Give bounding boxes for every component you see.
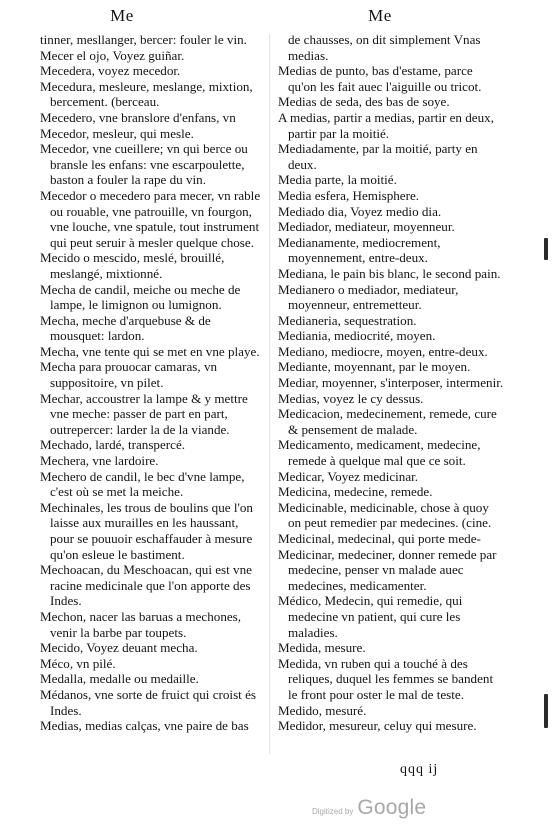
dictionary-entry: Media parte, la moitié. (278, 172, 397, 188)
dictionary-entry: Médanos, vne sorte de fruict qui croist és Indes. (40, 686, 256, 718)
dictionary-entry: Medianero o mediador, mediateur, moyenneur, entremetteur. (278, 281, 459, 313)
dictionary-entry: Mecedero, vne branslore d'enfans, vn (40, 109, 236, 125)
dictionary-entry: Mediano, mediocre, moyen, entre-deux. (278, 343, 488, 359)
dictionary-entry: de chausses, on dit simplement Vnas medias. (288, 32, 481, 63)
dictionary-entry: Mechon, nacer las baruas a mechones, venir la barbe par toupets. (40, 608, 242, 640)
dictionary-entry: tinner, mesllanger, bercer: fouler le vin. (40, 32, 247, 47)
dictionary-entry: Médico, Medecin, qui remedie, qui medecine vn patient, qui cure les maladies. (278, 593, 463, 640)
running-header-right: Me (368, 6, 392, 25)
watermark-prefix: Digitized by (312, 807, 354, 816)
dictionary-entry: Mecedor, mesleur, qui mesle. (40, 125, 194, 141)
dictionary-entry: Mechinales, les trous de boulins que l'on laisse aux murailles en les haussant, pour se pouuoir eschaffauder à mesure qu'on esleue le bastiment. (40, 499, 253, 562)
dictionary-entry: Mechoacan, du Meschoacan, qui est vne racine medicinale que l'on apporte des Indes. (40, 562, 252, 609)
page-edge-mark (544, 694, 548, 728)
dictionary-entry: Mecha para prouocar camaras, vn suppositoire, vn pilet. (40, 359, 218, 391)
dictionary-entry: Medida, mesure. (278, 640, 366, 656)
dictionary-entry: Mediania, mediocrité, moyen. (278, 328, 436, 344)
dictionary-entry: Mechado, lardé, transpercé. (40, 437, 186, 453)
signature-mark: qqq ij (400, 762, 439, 777)
left-column (40, 32, 265, 734)
dictionary-entry: Media esfera, Hemisphere. (278, 187, 420, 203)
dictionary-entry: Medido, mesuré. (278, 702, 367, 718)
dictionary-entry: Mecha de candil, meiche ou meche de lampe, le limignon ou lumignon. (40, 281, 241, 313)
dictionary-entry: Medias de punto, bas d'estame, parce qu'on les fait auec l'aiguille ou tricot. (278, 63, 482, 94)
right-column (278, 32, 504, 734)
dictionary-entry: Mecedor, vne cueillere; vn qui berce ou bransle les enfans: vne escarpoulette, baston a fouler la rape du vin. (40, 141, 248, 188)
dictionary-entry: Mecido o mescido, meslé, brouillé, meslangé, mixtionné. (40, 250, 225, 281)
dictionary-entry: Mecido, Voyez deuant mecha. (40, 640, 198, 656)
dictionary-entry: Medidor, mesureur, celuy qui mesure. (278, 718, 477, 734)
watermark-brand: Google (357, 796, 427, 819)
dictionary-entry: Medicinable, medicinable, chose à quoy on peut remedier par medecines. (cine. (278, 499, 492, 531)
dictionary-entry: Mecedera, voyez mecedor. (40, 63, 181, 79)
dictionary-entry: Medianamente, mediocrement, moyennement, entre-deux. (278, 234, 441, 266)
dictionary-entry: Medicinar, medeciner, donner remede par medecine, penser vn malade auec medecines, medicamenter. (278, 546, 497, 593)
dictionary-entry: Medicinal, medecinal, qui porte mede- (278, 531, 481, 546)
dictionary-entry: Mediar, moyenner, s'interposer, intermenir. (278, 375, 504, 391)
dictionary-entry: Mecedor o mecedero para mecer, vn rable ou rouable, vne patrouille, vn fourgon, vne louche, vne spatule, tout instrument qui peut seruir à mesler quelque chose. (40, 187, 261, 250)
dictionary-entry: Méco, vn pilé. (40, 655, 116, 671)
dictionary-entry: Mediador, mediateur, moyenneur. (278, 219, 455, 235)
dictionary-entry: Mediana, le pain bis blanc, le second pain. (278, 265, 501, 281)
page-edge-mark (544, 238, 548, 260)
dictionary-entry: Medianeria, sequestration. (278, 312, 417, 328)
dictionary-entry: Medida, vn ruben qui a touché à des reliques, duquel les femmes se bandent le front pour oster le mal de teste. (278, 655, 494, 702)
dictionary-entry: Mechar, accoustrer la lampe & y mettre vne meche: passer de part en part, outrepercer: larder la de la viande. (40, 390, 248, 437)
running-header-left: Me (110, 6, 134, 25)
dictionary-entry: Mecha, meche d'arquebuse & de mousquet: lardon. (40, 312, 211, 344)
dictionary-entry: A medias, partir a medias, partir en deux, partir par la moitié. (278, 109, 494, 141)
dictionary-entry: Medias de seda, des bas de soye. (278, 94, 450, 110)
dictionary-entry: Mecer el ojo, Voyez guiñar. (40, 47, 185, 63)
dictionary-entry: Medalla, medalle ou medaille. (40, 671, 199, 687)
dictionary-entry: Mediadamente, par la moitié, party en deux. (278, 141, 478, 172)
column-divider (269, 34, 270, 754)
dictionary-entry: Medicar, Voyez medicinar. (278, 468, 419, 484)
dictionary-entry: Medias, medias calças, vne paire de bas (40, 718, 249, 734)
google-watermark (312, 796, 426, 820)
dictionary-entry: Medicina, medecine, remede. (278, 484, 433, 500)
dictionary-entry: Mediante, moyennant, par le moyen. (278, 359, 471, 375)
dictionary-entry: Medicacion, medecinement, remede, cure & pensement de malade. (278, 406, 497, 437)
dictionary-entry: Mediado dia, Voyez medio dia. (278, 203, 442, 219)
dictionary-entry: Medicamento, medicament, medecine, remede à quelque mal que ce soit. (278, 437, 481, 469)
dictionary-entry: Medias, voyez le cy dessus. (278, 390, 424, 406)
dictionary-entry: Mechero de candil, le bec d'vne lampe, c'est où se met la meiche. (40, 468, 245, 500)
dictionary-entry: Mecha, vne tente qui se met en vne playe. (40, 343, 260, 359)
dictionary-entry: Mechera, vne lardoire. (40, 453, 159, 469)
dictionary-entry: Mecedura, mesleure, meslange, mixtion, bercement. (berceau. (40, 78, 253, 110)
